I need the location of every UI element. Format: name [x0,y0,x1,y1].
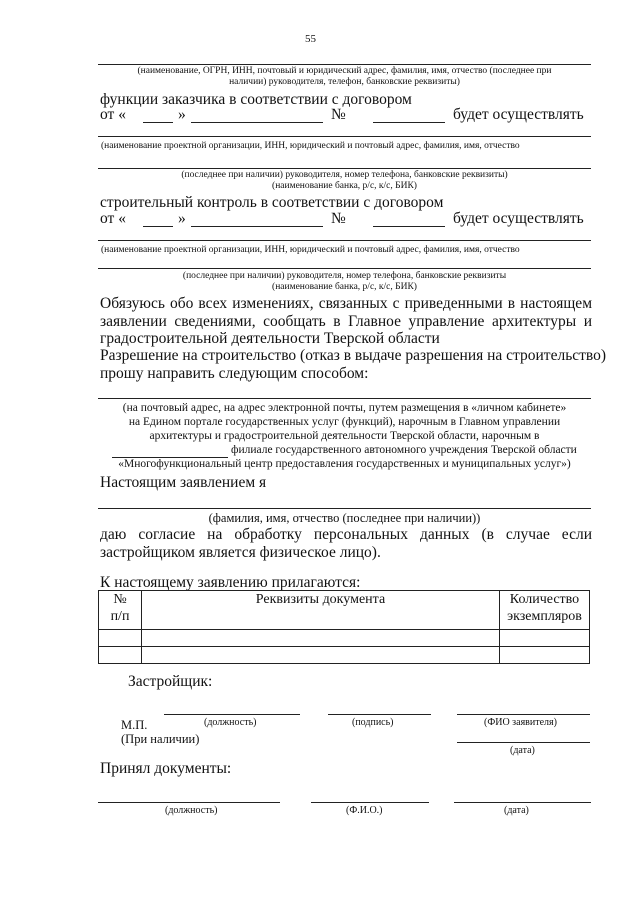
col-details-header: Реквизиты документа [142,591,500,630]
receiver-date-field[interactable] [454,802,591,803]
col-num-line1: № [113,592,127,607]
consent-intro: Настоящим заявлением я [100,474,267,491]
contract2-from-label: от « [100,210,126,227]
permit-caption5: «Многофункциональный центр предоставления государственных и муниципальных услуг») [118,458,571,470]
col-num-header [99,591,142,630]
attachments-title: К настоящему заявлению прилагаются: [100,574,361,591]
receiver-position-caption: (должность) [165,805,218,816]
design-org2-head-line[interactable] [98,268,591,269]
design-org1-head-caption: (последнее при наличии) руководителя, номер телефона, банковские реквизиты) [181,170,508,180]
developer-name-field[interactable] [457,714,590,715]
developer-label: Застройщик: [128,673,213,690]
obligation-line2: заявлении сведениями, сообщать в Главное управление архитектуры и [100,313,592,330]
developer-signature-caption: (подпись) [352,717,394,728]
design-org2-line[interactable] [98,240,591,241]
customer-caption-line1: (наименование, ОГРН, ИНН, почтовый и юридический адрес, фамилия, имя, отчество (последнее при [137,66,552,76]
contract1-will-perform: будет осуществлять [453,106,584,123]
receiver-position-field[interactable] [98,802,280,803]
design-org1-line[interactable] [98,136,591,137]
contract2-number-sign: № [331,210,346,227]
table-cell[interactable] [99,630,142,647]
design-org2-head-caption: (последнее при наличии) руководителя, номер телефона, банковские реквизиты [182,271,507,281]
attachments-header-row [99,591,590,630]
mp-label: М.П. [121,718,148,732]
developer-position-caption: (должность) [204,717,257,728]
contract1-quote-close: » [178,106,186,123]
developer-date-caption: (дата) [510,745,535,756]
applicant-name-field[interactable] [98,508,591,509]
obligation-line1: Обязуюсь обо всех изменениях, связанных с приведенными в настоящем [100,295,592,312]
permit-caption4: филиале государственного автономного учреждения Тверской области [231,444,577,456]
table-row [99,630,590,647]
design-org1-head-line[interactable] [98,168,591,169]
page-number: 55 [305,33,316,45]
design-org1-caption: (наименование проектной организации, ИНН, юридический и почтовый адрес, фамилия, имя, отчество [101,141,520,151]
design-org2-caption: (наименование проектной организации, ИНН, юридический и почтовый адрес, фамилия, имя, отчество [101,245,520,255]
if-available-label: (При наличии) [121,732,200,746]
contract2-number-field[interactable] [373,226,445,227]
customer-name-line[interactable] [98,64,591,65]
permit-caption1: (на почтовый адрес, на адрес электронной почты, путем размещения в «личном кабинете» [122,402,567,414]
design-org1-bank-caption: (наименование банка, р/с, к/с, БИК) [272,181,417,191]
contract1-date-field[interactable] [191,122,323,123]
obligation-line3: градостроительной деятельности Тверской области [100,330,440,347]
delivery-method-field[interactable] [98,398,591,399]
permit-caption2: на Едином портале государственных услуг (функций), нарочным в Главном управлении [128,416,561,428]
contract1-number-sign: № [331,106,346,123]
contract2-quote-close: » [178,210,186,227]
col-num-line2: п/п [110,609,130,624]
design-org2-bank-caption: (наименование банка, р/с, к/с, БИК) [272,282,417,292]
permit-line1: Разрешение на строительство (отказ в выдаче разрешения на строительство) [100,347,607,364]
contract2-day-field[interactable] [143,226,173,227]
table-cell[interactable] [500,630,590,647]
customer-functions-text: функции заказчика в соответствии с договором [100,91,412,108]
consent-line2: застройщиком является физическое лицо). [100,544,381,561]
consent-name-caption: (фамилия, имя, отчество (последнее при наличии)) [208,511,481,525]
permit-line2: прошу направить следующим способом: [100,365,369,382]
receiver-name-field[interactable] [311,802,429,803]
table-cell[interactable] [142,630,500,647]
contract2-date-field[interactable] [191,226,323,227]
receiver-date-caption: (дата) [504,805,529,816]
customer-caption-line2: наличии) руководителя, телефон, банковские реквизиты) [229,77,460,87]
developer-position-field[interactable] [164,714,300,715]
control-text: строительный контроль в соответствии с договором [100,194,444,211]
table-cell[interactable] [500,647,590,664]
developer-name-caption: (ФИО заявителя) [484,717,557,728]
developer-date-field[interactable] [457,742,590,743]
contract2-will-perform: будет осуществлять [453,210,584,227]
permit-caption3: архитектуры и градостроительной деятельности Тверской области, нарочным в [149,430,540,442]
col-count-line1: Количество [509,592,580,607]
table-row [99,647,590,664]
developer-signature-field[interactable] [328,714,431,715]
attachments-table [98,590,590,664]
contract1-day-field[interactable] [143,122,173,123]
receiver-name-caption: (Ф.И.О.) [346,805,383,816]
received-label: Принял документы: [100,760,232,777]
contract1-number-field[interactable] [373,122,445,123]
table-cell[interactable] [99,647,142,664]
table-cell[interactable] [142,647,500,664]
col-count-header [500,591,590,630]
contract1-from-label: от « [100,106,126,123]
consent-line1: даю согласие на обработку персональных данных (в случае если [100,526,592,543]
col-count-line2: экземпляров [507,609,582,624]
